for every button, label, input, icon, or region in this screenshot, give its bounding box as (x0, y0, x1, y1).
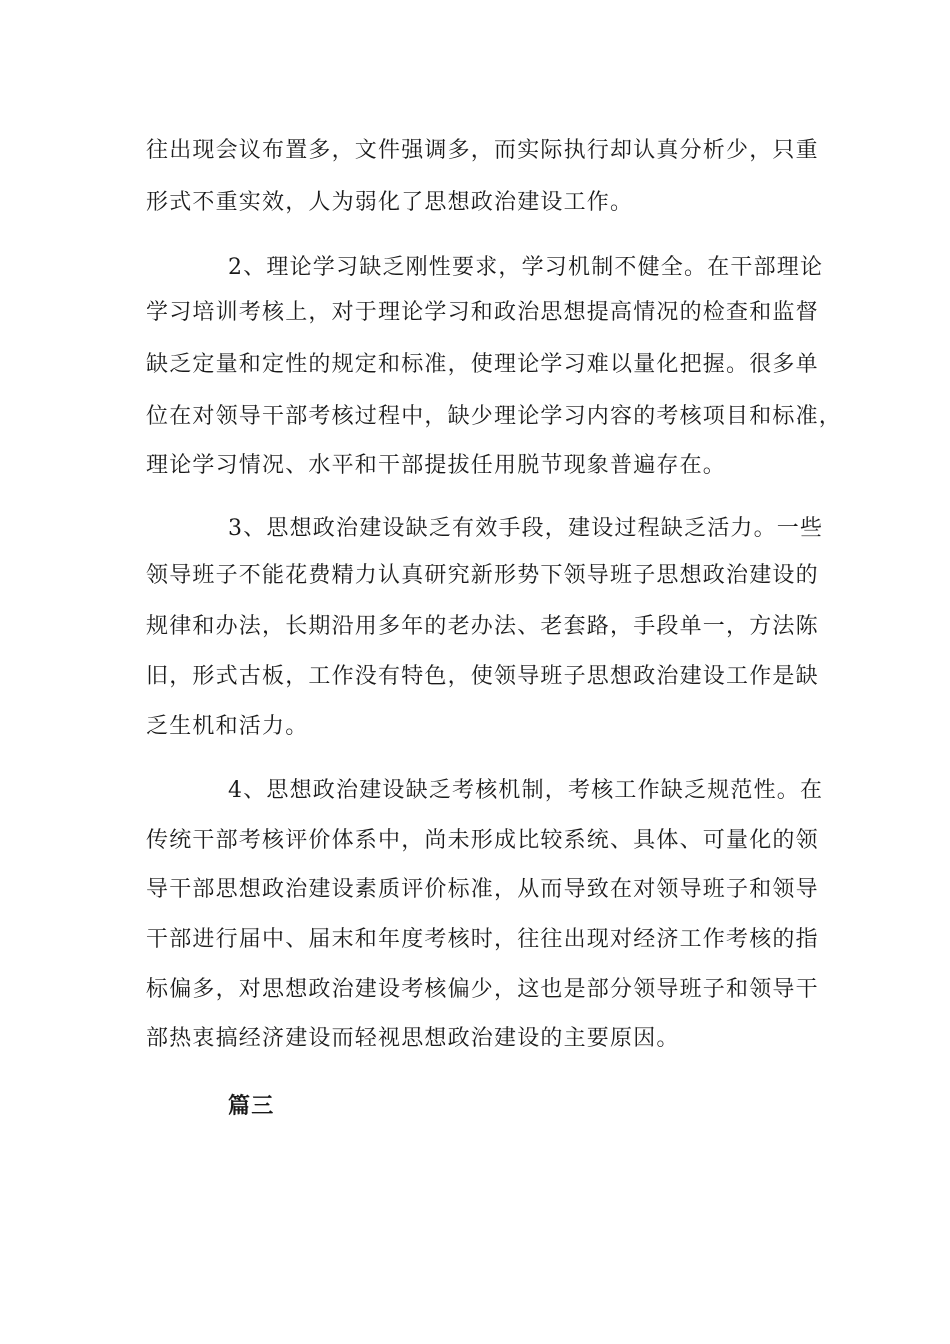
paragraph-4-line-6: 部热衷搞经济建设而轻视思想政治建设的主要原因。 (146, 1026, 680, 1051)
paragraph-3-line-3: 规律和办法，长期沿用多年的老办法、老套路，手段单一，方法陈 (146, 614, 819, 639)
paragraph-3-line-5: 乏生机和活力。 (146, 714, 309, 739)
section-heading: 篇三 (228, 1093, 275, 1119)
paragraph-2-line-3: 缺乏定量和定性的规定和标准，使理论学习难以量化把握。很多单 (146, 352, 819, 377)
paragraph-2-line-2: 学习培训考核上，对于理论学习和政治思想提高情况的检查和监督 (146, 300, 819, 325)
paragraph-1-line-2: 形式不重实效，人为弱化了思想政治建设工作。 (146, 190, 634, 215)
paragraph-4-line-4: 干部进行届中、届末和年度考核时，往往出现对经济工作考核的指 (146, 927, 819, 952)
paragraph-4-line-1: 4、思想政治建设缺乏考核机制，考核工作缺乏规范性。在 (228, 778, 824, 803)
paragraph-3-line-1: 3、思想政治建设缺乏有效手段，建设过程缺乏活力。一些 (228, 516, 824, 541)
paragraph-4-line-5: 标偏多，对思想政治建设考核偏少，这也是部分领导班子和领导干 (146, 977, 819, 1002)
paragraph-2-line-1: 2、理论学习缺乏刚性要求，学习机制不健全。在干部理论 (228, 255, 824, 280)
paragraph-2-line-5: 理论学习情况、水平和干部提拔任用脱节现象普遍存在。 (146, 453, 727, 478)
paragraph-4-line-2: 传统干部考核评价体系中，尚未形成比较系统、具体、可量化的领 (146, 828, 819, 853)
paragraph-1-line-1: 往出现会议布置多，文件强调多，而实际执行却认真分析少，只重 (146, 138, 819, 163)
paragraph-2-line-4: 位在对领导干部考核过程中，缺少理论学习内容的考核项目和标准， (146, 404, 843, 429)
paragraph-4-line-3: 导干部思想政治建设素质评价标准，从而导致在对领导班子和领导 (146, 877, 819, 902)
paragraph-3-line-4: 旧，形式古板，工作没有特色，使领导班子思想政治建设工作是缺 (146, 664, 819, 689)
paragraph-3-line-2: 领导班子不能花费精力认真研究新形势下领导班子思想政治建设的 (146, 563, 819, 588)
